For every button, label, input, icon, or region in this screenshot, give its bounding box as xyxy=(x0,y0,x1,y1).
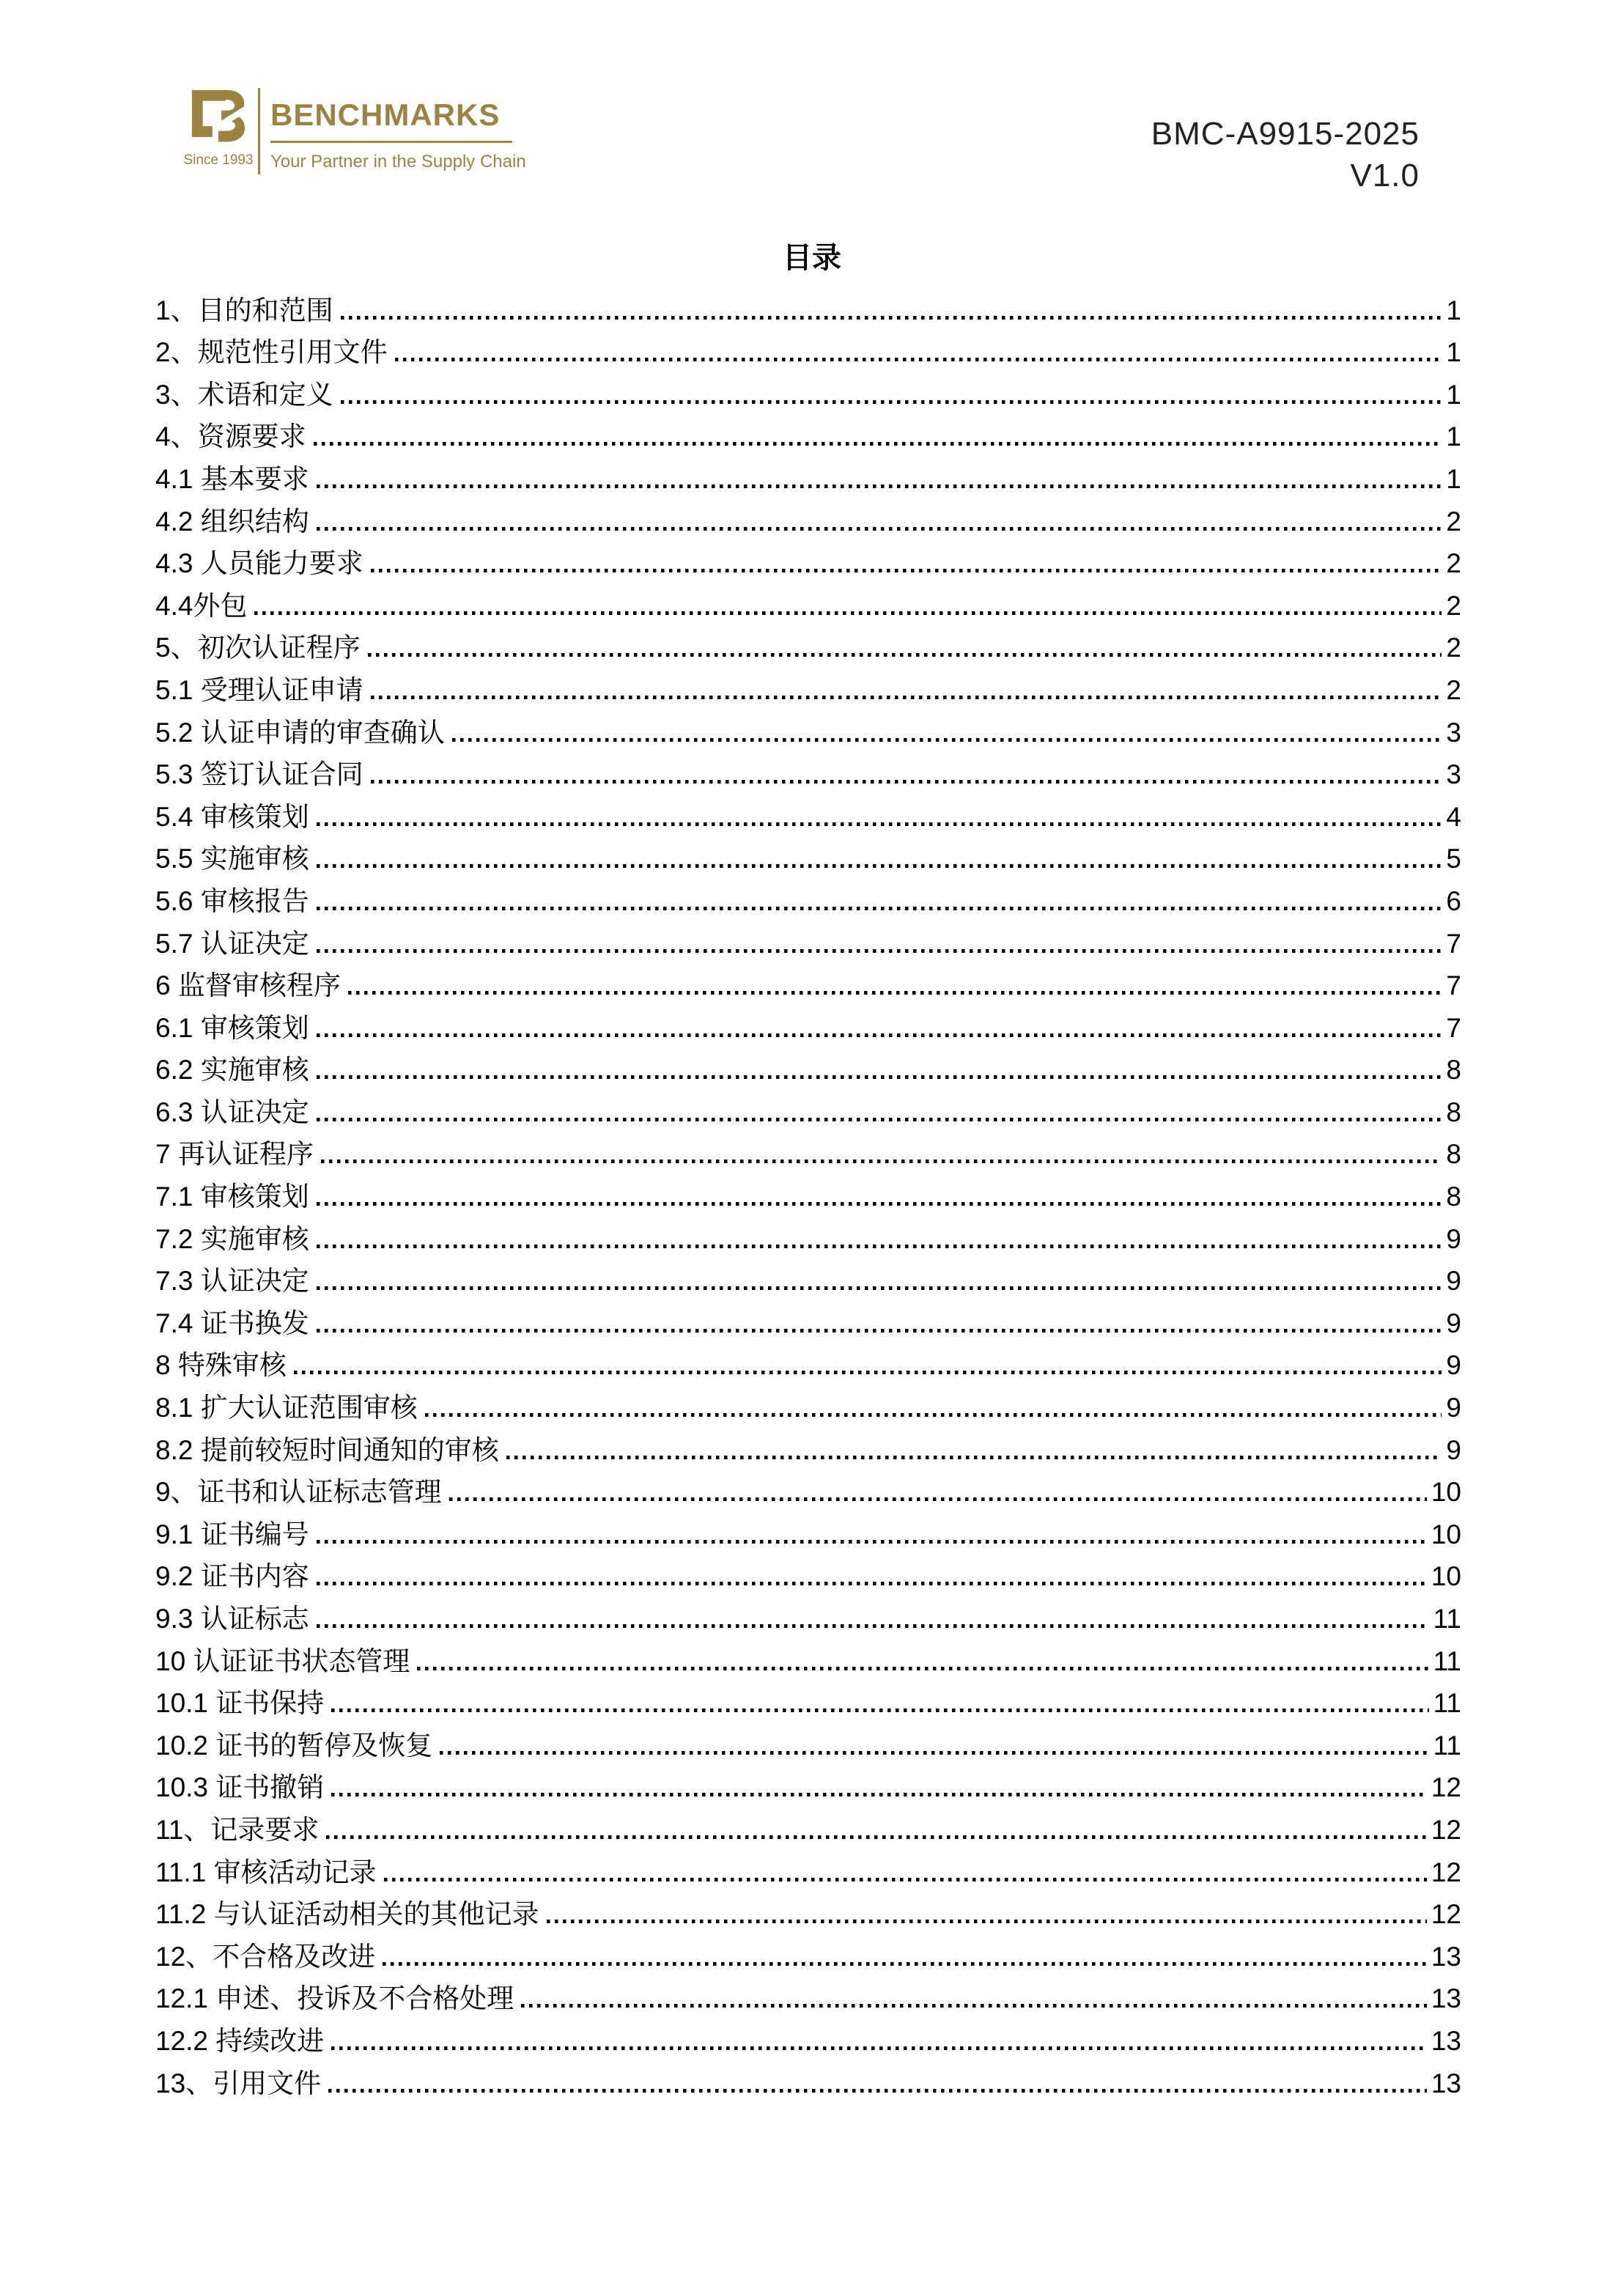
toc-entry-label: 5.3 签订认证合同 xyxy=(155,759,363,790)
toc-entry-label: 7.3 认证决定 xyxy=(155,1266,309,1297)
toc-entry-label: 9、证书和认证标志管理 xyxy=(155,1477,442,1508)
toc-entry-label: 11.1 审核活动记录 xyxy=(155,1857,377,1887)
toc-entry-label: 5.6 审核报告 xyxy=(155,885,309,916)
toc-row xyxy=(155,2018,1461,2060)
toc-entry-label: 3、术语和定义 xyxy=(155,379,333,410)
toc-page-number: 1 xyxy=(1446,421,1461,452)
toc-row xyxy=(155,330,1461,372)
toc-dotted-leader xyxy=(321,1160,1442,1163)
toc-page-number: 2 xyxy=(1446,506,1461,537)
toc-page-number: 11 xyxy=(1433,1688,1461,1719)
toc-page-number: 2 xyxy=(1446,674,1461,705)
toc-entry-label: 10 认证证书状态管理 xyxy=(155,1645,410,1676)
toc-page-number: 13 xyxy=(1431,1941,1461,1972)
toc-row xyxy=(155,414,1461,457)
toc-row xyxy=(155,1892,1461,1934)
toc-row xyxy=(155,752,1461,795)
toc-entry-label: 6.1 审核策划 xyxy=(155,1012,309,1043)
toc-page-number: 9 xyxy=(1446,1266,1461,1297)
toc-row xyxy=(155,1216,1461,1258)
toc-entry-label: 5.1 受理认证申请 xyxy=(155,674,363,705)
toc-title: 目录 xyxy=(783,242,841,274)
toc-entry-label: 5.4 审核策划 xyxy=(155,801,309,832)
toc-dotted-leader xyxy=(368,653,1442,657)
benchmarks-monogram-icon xyxy=(189,86,248,147)
toc-row xyxy=(155,1005,1461,1047)
toc-row xyxy=(155,456,1461,498)
toc-row xyxy=(155,709,1461,752)
toc-entry-label: 10.3 证书撤销 xyxy=(155,1772,325,1803)
toc-row xyxy=(155,1638,1461,1681)
toc-page-number: 11 xyxy=(1433,1730,1461,1761)
toc-dotted-leader xyxy=(317,1329,1442,1333)
toc-dotted-leader xyxy=(328,2089,1427,2093)
toc-row xyxy=(155,878,1461,921)
document-number: BMC-A9915-2025 xyxy=(1151,116,1420,152)
toc-row xyxy=(155,1047,1461,1090)
toc-page-number: 10 xyxy=(1431,1477,1461,1508)
toc-dotted-leader xyxy=(331,1709,1428,1712)
toc-dotted-leader xyxy=(314,442,1442,446)
toc-dotted-leader xyxy=(317,1624,1429,1628)
toc-entry-label: 8.1 扩大认证范围审核 xyxy=(155,1393,418,1423)
toc-dotted-leader xyxy=(254,611,1442,615)
toc-row xyxy=(155,1681,1461,1723)
toc-dotted-leader xyxy=(317,1202,1442,1206)
toc-entry-label: 6.3 认证决定 xyxy=(155,1096,309,1127)
toc-page-number: 13 xyxy=(1431,2025,1461,2056)
toc-entry-label: 12、不合格及改进 xyxy=(155,1941,376,1972)
toc-dotted-leader xyxy=(317,484,1442,488)
toc-page-number: 6 xyxy=(1446,885,1461,916)
toc-row xyxy=(155,1300,1461,1343)
toc-entry-label: 5.7 认证决定 xyxy=(155,928,309,959)
logo-brand-name: BENCHMARKS xyxy=(270,97,501,132)
toc-page-number: 13 xyxy=(1431,2068,1461,2098)
toc-row xyxy=(155,1807,1461,1849)
toc-row xyxy=(155,794,1461,836)
toc-page-number: 12 xyxy=(1431,1857,1461,1887)
toc-dotted-leader xyxy=(331,1793,1427,1796)
toc-page-number: 8 xyxy=(1446,1139,1461,1170)
toc-entry-label: 9.3 认证标志 xyxy=(155,1604,309,1634)
toc-page-number: 1 xyxy=(1446,379,1461,410)
toc-row xyxy=(155,1554,1461,1596)
toc-dotted-leader xyxy=(317,1118,1442,1121)
toc-dotted-leader xyxy=(331,2046,1427,2050)
toc-page-number: 9 xyxy=(1446,1350,1461,1381)
toc-dotted-leader xyxy=(317,949,1442,953)
document-id-block xyxy=(1151,113,1420,196)
toc-page-number: 8 xyxy=(1446,1096,1461,1127)
logo-underline xyxy=(270,141,512,143)
toc-entry-label: 6 监督审核程序 xyxy=(155,970,341,1001)
logo-tagline: Your Partner in the Supply Chain xyxy=(270,152,526,172)
toc-page-number: 1 xyxy=(1446,337,1461,368)
toc-row xyxy=(155,1258,1461,1301)
toc-row xyxy=(155,1427,1461,1470)
toc-entry-label: 8.2 提前较短时间通知的审核 xyxy=(155,1434,499,1465)
toc-entry-label: 4.1 基本要求 xyxy=(155,463,309,494)
toc-row xyxy=(155,2060,1461,2103)
toc-page-number: 7 xyxy=(1446,928,1461,959)
toc-page-number: 4 xyxy=(1446,801,1461,832)
toc-page-number: 2 xyxy=(1446,590,1461,621)
toc-dotted-leader xyxy=(317,864,1442,868)
toc-row xyxy=(155,963,1461,1006)
toc-dotted-leader xyxy=(317,1582,1427,1585)
toc-dotted-leader xyxy=(317,1286,1442,1290)
toc-row xyxy=(155,1849,1461,1892)
toc-entry-label: 10.2 证书的暂停及恢复 xyxy=(155,1730,433,1761)
toc-page-number: 11 xyxy=(1433,1604,1461,1634)
toc-entry-label: 10.1 证书保持 xyxy=(155,1688,325,1719)
document-version: V1.0 xyxy=(1350,158,1420,193)
toc-page-number: 9 xyxy=(1446,1223,1461,1254)
toc-dotted-leader xyxy=(317,1075,1442,1079)
toc-row xyxy=(155,1765,1461,1807)
toc-dotted-leader xyxy=(294,1371,1442,1374)
toc-dotted-leader xyxy=(326,1835,1426,1839)
toc-row xyxy=(155,1934,1461,1976)
toc-row xyxy=(155,1596,1461,1638)
toc-row xyxy=(155,287,1461,330)
toc-entry-label: 11、记录要求 xyxy=(155,1814,320,1845)
toc-dotted-leader xyxy=(348,991,1442,995)
toc-dotted-leader xyxy=(341,400,1442,404)
toc-page-number: 11 xyxy=(1433,1645,1461,1676)
toc-entry-label: 4.3 人员能力要求 xyxy=(155,548,363,579)
toc-row xyxy=(155,836,1461,879)
toc-page-number: 12 xyxy=(1431,1814,1461,1845)
toc-row xyxy=(155,541,1461,583)
toc-list xyxy=(155,287,1461,2103)
toc-page-number: 7 xyxy=(1446,970,1461,1001)
toc-dotted-leader xyxy=(371,780,1442,784)
toc-row xyxy=(155,625,1461,668)
toc-entry-label: 11.2 与认证活动相关的其他记录 xyxy=(155,1899,539,1930)
toc-entry-label: 8 特殊审核 xyxy=(155,1350,287,1381)
toc-page-number: 13 xyxy=(1431,1983,1461,2014)
toc-entry-label: 9.1 证书编号 xyxy=(155,1519,309,1549)
toc-entry-label: 7.1 审核策划 xyxy=(155,1182,309,1212)
toc-row xyxy=(155,1089,1461,1132)
toc-entry-label: 4、资源要求 xyxy=(155,421,306,452)
toc-entry-label: 1、目的和范围 xyxy=(155,295,333,325)
logo-divider xyxy=(258,88,260,174)
toc-row xyxy=(155,1132,1461,1174)
toc-page-number: 3 xyxy=(1446,759,1461,790)
toc-entry-label: 9.2 证书内容 xyxy=(155,1561,309,1592)
toc-dotted-leader xyxy=(521,2004,1427,2008)
toc-dotted-leader xyxy=(440,1751,1428,1755)
toc-entry-label: 7.4 证书换发 xyxy=(155,1308,309,1338)
toc-page-number: 9 xyxy=(1446,1308,1461,1338)
toc-entry-label: 12.2 持续改进 xyxy=(155,2025,325,2056)
toc-row xyxy=(155,1722,1461,1765)
toc-row xyxy=(155,372,1461,414)
toc-dotted-leader xyxy=(317,822,1442,826)
toc-page-number: 12 xyxy=(1431,1899,1461,1930)
toc-page-number: 2 xyxy=(1446,633,1461,663)
toc-page-number: 3 xyxy=(1446,717,1461,748)
toc-page-number: 8 xyxy=(1446,1182,1461,1212)
toc-row xyxy=(155,583,1461,625)
logo-since-text: Since 1993 xyxy=(183,152,254,168)
toc-dotted-leader xyxy=(384,1878,1427,1881)
toc-dotted-leader xyxy=(317,527,1442,531)
toc-page-number: 7 xyxy=(1446,1012,1461,1043)
toc-dotted-leader xyxy=(371,696,1442,699)
toc-dotted-leader xyxy=(506,1456,1442,1459)
toc-page-number: 9 xyxy=(1446,1434,1461,1465)
toc-page-number: 2 xyxy=(1446,548,1461,579)
toc-row xyxy=(155,667,1461,709)
toc-dotted-leader xyxy=(317,907,1442,910)
toc-row xyxy=(155,921,1461,963)
toc-row xyxy=(155,1511,1461,1554)
toc-dotted-leader xyxy=(449,1497,1427,1501)
toc-entry-label: 5.5 实施审核 xyxy=(155,844,309,874)
toc-dotted-leader xyxy=(395,358,1442,361)
toc-page-number: 1 xyxy=(1446,295,1461,325)
toc-entry-label: 4.2 组织结构 xyxy=(155,506,309,537)
toc-entry-label: 2、规范性引用文件 xyxy=(155,337,388,368)
toc-dotted-leader xyxy=(317,1245,1442,1248)
toc-entry-label: 7 再认证程序 xyxy=(155,1139,314,1170)
toc-dotted-leader xyxy=(417,1667,1428,1670)
company-logo xyxy=(185,86,526,174)
toc-dotted-leader xyxy=(317,1540,1427,1544)
toc-page-number: 10 xyxy=(1431,1561,1461,1592)
toc-row xyxy=(155,1385,1461,1427)
toc-dotted-leader xyxy=(341,316,1442,320)
toc-page-number: 8 xyxy=(1446,1055,1461,1085)
toc-page-number: 10 xyxy=(1431,1519,1461,1549)
toc-row xyxy=(155,1470,1461,1512)
toc-entry-label: 5.2 认证申请的审查确认 xyxy=(155,717,445,748)
toc-row xyxy=(155,1976,1461,2019)
toc-row xyxy=(155,1173,1461,1216)
toc-entry-label: 5、初次认证程序 xyxy=(155,633,361,663)
toc-entry-label: 4.4外包 xyxy=(155,590,248,621)
toc-entry-label: 7.2 实施审核 xyxy=(155,1223,309,1254)
toc-dotted-leader xyxy=(452,738,1442,742)
toc-page-number: 9 xyxy=(1446,1393,1461,1423)
toc-row xyxy=(155,1343,1461,1385)
toc-dotted-leader xyxy=(371,569,1442,572)
toc-dotted-leader xyxy=(547,1920,1427,1923)
toc-dotted-leader xyxy=(317,1033,1442,1037)
toc-entry-label: 12.1 申述、投诉及不合格处理 xyxy=(155,1983,514,2014)
toc-row xyxy=(155,498,1461,541)
toc-page-number: 1 xyxy=(1446,463,1461,494)
toc-dotted-leader xyxy=(425,1413,1442,1417)
toc-page-number: 12 xyxy=(1431,1772,1461,1803)
toc-entry-label: 6.2 实施审核 xyxy=(155,1055,309,1085)
toc-page-number: 5 xyxy=(1446,844,1461,874)
toc-dotted-leader xyxy=(383,1962,1427,1966)
toc-entry-label: 13、引用文件 xyxy=(155,2068,322,2098)
